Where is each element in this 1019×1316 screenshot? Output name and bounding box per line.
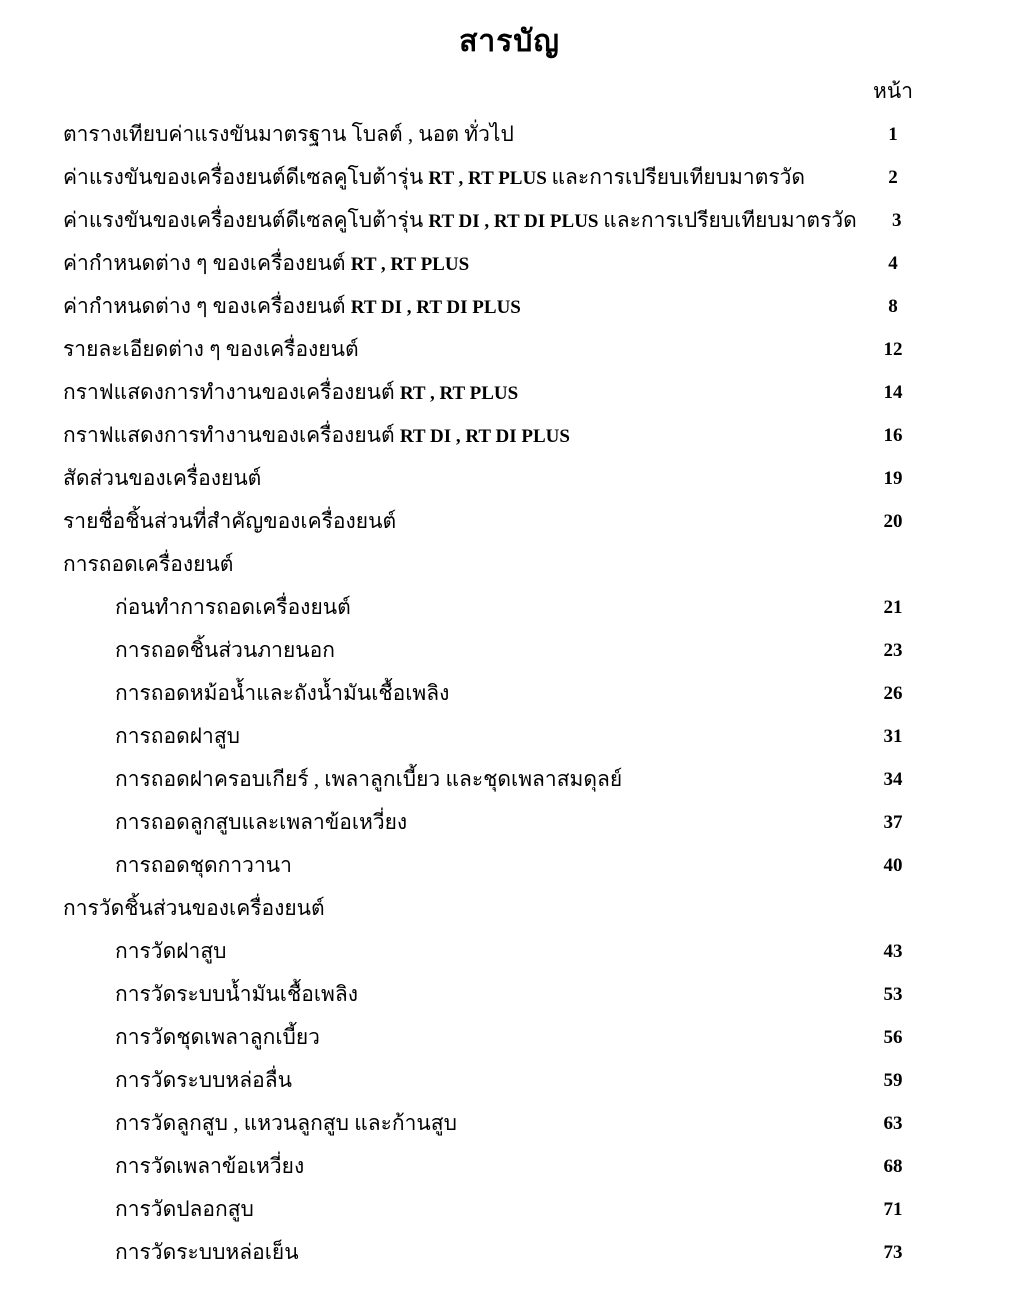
toc-entry-page-number: 59 [883, 1069, 903, 1091]
toc-entry-label: การวัดปลอกสูบ [115, 1196, 254, 1221]
toc-entry-label: การถอดชิ้นส่วนภายนอก [115, 637, 335, 662]
toc-entry-page-number: 14 [883, 381, 903, 403]
toc-entry [0, 1145, 1019, 1188]
toc-entry-page-number: 23 [883, 639, 903, 661]
toc-entry-label: การวัดระบบน้ำมันเชื้อเพลิง [115, 981, 358, 1006]
toc-entry-label: ค่ากำหนดต่าง ๆ ของเครื่องยนต์ RT , RT PLUS [63, 250, 470, 275]
toc-entry-label: สัดส่วนของเครื่องยนต์ [63, 465, 262, 490]
toc-entry-label: การวัดฝาสูบ [115, 938, 227, 963]
toc-entry [0, 1102, 1019, 1145]
toc-entry-label: กราฟแสดงการทำงานของเครื่องยนต์ RT DI , RT DI PLUS [63, 422, 570, 447]
toc-entry [0, 586, 1019, 629]
toc-entry-label: ค่ากำหนดต่าง ๆ ของเครื่องยนต์ RT DI , RT DI PLUS [63, 293, 521, 318]
toc-entry-page-number: 21 [883, 596, 903, 618]
toc-entry-page-number: 4 [888, 252, 898, 274]
toc-entry [0, 457, 1019, 500]
toc-entry-label: การวัดชุดเพลาลูกเบี้ยว [115, 1024, 320, 1049]
toc-entry-page-number: 34 [883, 768, 903, 790]
toc-entry-label: การวัดระบบหล่อเย็น [115, 1239, 299, 1264]
toc-entry-label: การถอดชุดกาวานา [115, 852, 292, 877]
toc-entry-page-number: 26 [883, 682, 903, 704]
toc-entry [0, 242, 1019, 285]
toc-entry [0, 156, 1019, 199]
model-code: RT DI , RT DI PLUS [428, 210, 604, 232]
toc-entry [0, 414, 1019, 457]
page-column-header: หน้า [873, 79, 913, 103]
toc-entry [0, 973, 1019, 1016]
toc-entry-label: การถอดเครื่องยนต์ [63, 551, 234, 576]
toc-section-header [0, 887, 1019, 930]
toc-entry [0, 1059, 1019, 1102]
toc-entry [0, 1188, 1019, 1231]
toc-entry-page-number: 3 [892, 209, 902, 231]
model-code: RT , RT PLUS [428, 167, 552, 189]
toc-entry-page-number: 20 [883, 510, 903, 532]
toc-entry-page-number: 8 [888, 295, 898, 317]
toc-entry-label: รายละเอียดต่าง ๆ ของเครื่องยนต์ [63, 336, 359, 361]
toc-entry [0, 758, 1019, 801]
toc-entry-page-number: 16 [883, 424, 903, 446]
toc-entry [0, 629, 1019, 672]
toc-entry [0, 328, 1019, 371]
model-code: RT DI , RT DI PLUS [399, 425, 570, 447]
toc-entry-page-number: 19 [883, 467, 903, 489]
toc-entry [0, 113, 1019, 156]
toc-entry-label: รายชื่อชิ้นส่วนที่สำคัญของเครื่องยนต์ [63, 508, 397, 533]
toc-entry-label: การถอดฝาสูบ [115, 723, 240, 748]
toc-entry [0, 801, 1019, 844]
toc-entry-page-number: 71 [883, 1198, 903, 1220]
toc-entry [0, 1016, 1019, 1059]
toc-entry-label: ก่อนทำการถอดเครื่องยนต์ [115, 594, 351, 619]
toc-entry-label: กราฟแสดงการทำงานของเครื่องยนต์ RT , RT PLUS [63, 379, 519, 404]
toc-entry-label: การวัดชิ้นส่วนของเครื่องยนต์ [63, 895, 325, 920]
toc-entry-page-number: 56 [883, 1026, 903, 1048]
toc-entry [0, 1231, 1019, 1274]
toc-entry-page-number: 2 [888, 166, 898, 188]
toc-entry-page-number: 37 [883, 811, 903, 833]
model-code: RT DI , RT DI PLUS [350, 296, 521, 318]
toc-entry [0, 844, 1019, 887]
toc-entry-label: ค่าแรงขันของเครื่องยนต์ดีเซลคูโบต้ารุ่น RT , RT PLUS และการเปรียบเทียบมาตรวัด [63, 164, 806, 189]
toc-entry-label: การถอดฝาครอบเกียร์ , เพลาลูกเบี้ยว และชุดเพลาสมดุลย์ [115, 766, 623, 791]
page-column-header-row [0, 70, 1019, 113]
toc-entry-page-number: 40 [883, 854, 903, 876]
toc-list [0, 113, 1019, 1274]
toc-entry [0, 930, 1019, 973]
toc-entry-page-number: 1 [888, 123, 898, 145]
toc-entry-label: การวัดลูกสูบ , แหวนลูกสูบ และก้านสูบ [115, 1110, 457, 1135]
toc-entry-page-number: 12 [883, 338, 903, 360]
toc-entry [0, 500, 1019, 543]
toc-entry [0, 371, 1019, 414]
toc-entry-label: การวัดระบบหล่อลื่น [115, 1067, 292, 1092]
page-title: สารบัญ [459, 25, 560, 58]
toc-entry-label: การวัดเพลาข้อเหวี่ยง [115, 1153, 305, 1178]
toc-entry [0, 715, 1019, 758]
toc-entry [0, 672, 1019, 715]
toc-entry-page-number: 43 [883, 940, 903, 962]
model-code: RT , RT PLUS [350, 253, 470, 275]
toc-entry-page-number: 53 [883, 983, 903, 1005]
toc-section-header [0, 543, 1019, 586]
toc-entry [0, 199, 1019, 242]
toc-entry-page-number: 63 [883, 1112, 903, 1134]
toc-entry [0, 285, 1019, 328]
toc-entry-page-number: 73 [883, 1241, 903, 1263]
toc-entry-label: ตารางเทียบค่าแรงขันมาตรฐาน โบลต์ , นอต ทั่วไป [63, 121, 514, 146]
toc-entry-label: การถอดลูกสูบและเพลาข้อเหวี่ยง [115, 809, 408, 834]
toc-entry-page-number: 68 [883, 1155, 903, 1177]
model-code: RT , RT PLUS [399, 382, 519, 404]
toc-entry-page-number: 31 [883, 725, 903, 747]
toc-entry-label: ค่าแรงขันของเครื่องยนต์ดีเซลคูโบต้ารุ่น RT DI , RT DI PLUS และการเปรียบเทียบมาตรวัด [63, 207, 857, 232]
toc-entry-label: การถอดหม้อน้ำและถังน้ำมันเชื้อเพลิง [115, 680, 450, 705]
